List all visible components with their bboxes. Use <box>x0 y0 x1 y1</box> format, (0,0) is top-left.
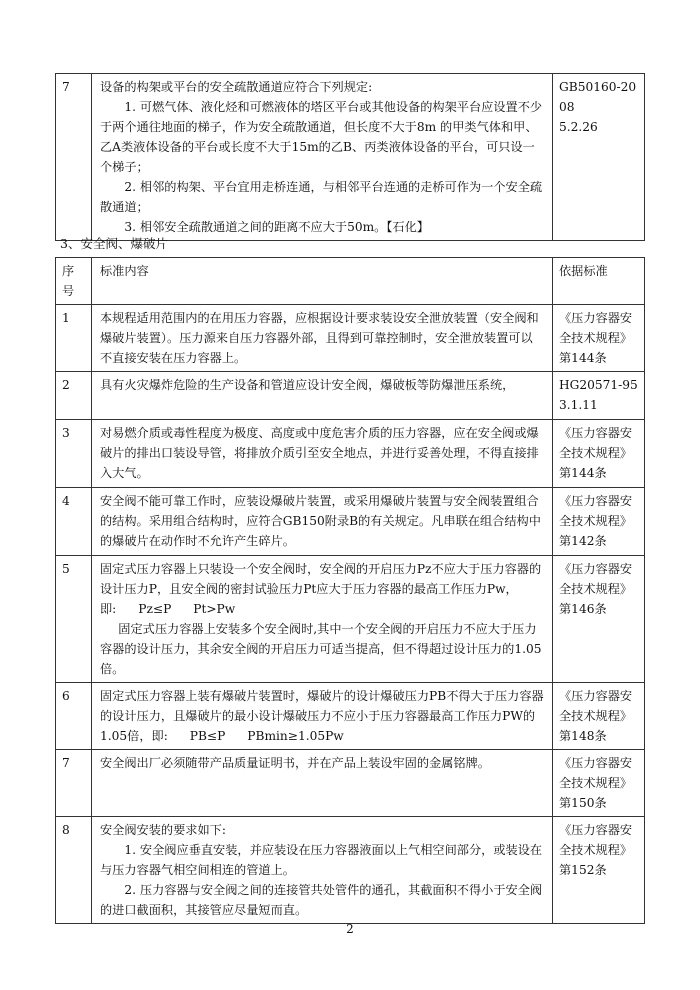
row-content: 安全阀出厂必须随带产品质量证明书，并在产品上装设牢固的金属铭牌。 <box>92 750 553 817</box>
row-number: 7 <box>56 750 92 817</box>
table-row <box>56 750 645 817</box>
row-standard: 《压力容器安全技术规程》第146条 <box>553 556 645 683</box>
row-standard: 《压力容器安全技术规程》第144条 <box>553 420 645 488</box>
content-item: 3. 相邻安全疏散通道之间的距离不应大于50m。【石化】 <box>124 220 429 234</box>
table-header-row <box>56 258 645 305</box>
content-item: 2. 相邻的构架、平台宜用走桥连通，与相邻平台连通的走桥可作为一个安全疏散通道； <box>100 180 543 214</box>
formula: PB≤P <box>189 729 226 743</box>
row-standard: 《压力容器安全技术规程》第148条 <box>553 683 645 750</box>
table-row <box>56 74 645 241</box>
content-paragraph: 固定式压力容器上只装设一个安全阀时，安全阀的开启压力Pz不应大于压力容器的设计压力P，且安全阀的密封试验压力Pt应大于压力容器的最高工作压力Pw， <box>100 562 542 596</box>
row-content: 安全阀不能可靠工作时，应装设爆破片装置，或采用爆破片装置与安全阀装置组合的结构。采用组合结构时，应符合GB150附录B的有关规定。凡串联在组合结构中的爆破片在动作时不允许产生碎片。 <box>92 488 553 556</box>
content-paragraph: 固定式压力容器上安装多个安全阀时,其中一个安全阀的开启压力不应大于压力容器的设计压力，其余安全阀的开启压力可适当提高，但不得超过设计压力的1.05倍。 <box>100 622 542 676</box>
row-number: 2 <box>56 372 92 420</box>
formula: PBmin≥1.05Pw <box>247 729 344 743</box>
table-row <box>56 817 645 924</box>
row-content <box>92 74 553 241</box>
row-content: 本规程适用范围内的在用压力容器，应根据设计要求装设安全泄放装置（安全阀和爆破片装置）。压力源来自压力容器外部，且得到可靠控制时，安全泄放装置可以不直接安装在压力容器上。 <box>92 305 553 372</box>
row-number: 8 <box>56 817 92 924</box>
content-paragraph: 固定式压力容器上装有爆破片装置时，爆破片的设计爆破压力PB不得大于压力容器的设计压力，且爆破片的最小设计爆破压力不应小于压力容器最高工作压力PW的1.05倍，即: <box>100 689 544 743</box>
row-standard: 《压力容器安全技术规程》第144条 <box>553 305 645 372</box>
row-number: 6 <box>56 683 92 750</box>
row-content: 对易燃介质或毒性程度为极度、高度或中度危害介质的压力容器，应在安全阀或爆破片的排出口装设导管，将排放介质引至安全地点，并进行妥善处理，不得直接排入大气。 <box>92 420 553 488</box>
standard-clause: 3.1.11 <box>559 398 598 412</box>
table-fire-escape <box>55 73 645 241</box>
row-number: 4 <box>56 488 92 556</box>
header-content: 标准内容 <box>92 258 553 305</box>
content-item: 1. 可燃气体、液化烃和可燃液体的塔区平台或其他设备的构架平台应设置不少于两个通往地面的梯子，作为安全疏散通道，但长度不大于8m 的甲类气体和甲、乙A类液体设备的平台或长度不大于15m的乙B、丙类液体设备的平台，可只设一个梯子； <box>100 100 543 174</box>
standard-code: GB50160-2008 <box>559 80 637 114</box>
row-content <box>92 556 553 683</box>
table-row <box>56 488 645 556</box>
row-number: 3 <box>56 420 92 488</box>
table-row <box>56 683 645 750</box>
row-standard: 《压力容器安全技术规程》第142条 <box>553 488 645 556</box>
formula: Pt>Pw <box>193 602 236 616</box>
table-row <box>56 420 645 488</box>
row-number: 1 <box>56 305 92 372</box>
content-title: 设备的构架或平台的安全疏散通道应符合下列规定: <box>100 80 373 94</box>
standard-code: HG20571-95 <box>559 378 638 392</box>
table-row <box>56 372 645 420</box>
page-number: 2 <box>346 922 354 936</box>
header-standard: 依据标准 <box>553 258 645 305</box>
row-number: 5 <box>56 556 92 683</box>
row-standard: 《压力容器安全技术规程》第150条 <box>553 750 645 817</box>
formula: Pz≤P <box>138 602 172 616</box>
row-number: 7 <box>56 74 92 241</box>
row-content <box>92 817 553 924</box>
header-number: 序号 <box>56 258 92 305</box>
content-item: 2. 压力容器与安全阀之间的连接管共处管件的通孔，其截面积不得小于安全阀的进口截面积，其接管应尽量短而直。 <box>100 883 543 917</box>
row-standard <box>553 74 645 241</box>
content-formula <box>100 599 544 619</box>
row-content <box>92 683 553 750</box>
table-row <box>56 556 645 683</box>
row-standard: 《压力容器安全技术规程》第152条 <box>553 817 645 924</box>
row-content: 具有火灾爆炸危险的生产设备和管道应设计安全阀，爆破板等防爆泄压系统， <box>92 372 553 420</box>
table-safety-valve <box>55 257 645 924</box>
content-title: 安全阀安装的要求如下: <box>100 823 226 837</box>
content-item: 1. 安全阀应垂直安装，并应装设在压力容器液面以上气相空间部分，或装设在与压力容器气相空间相连的管道上。 <box>100 843 543 877</box>
formula-prefix: 即: <box>100 602 117 616</box>
row-standard <box>553 372 645 420</box>
section-title: 3、安全阀、爆破片 <box>60 236 168 251</box>
table-row <box>56 305 645 372</box>
standard-clause: 5.2.26 <box>559 120 598 134</box>
